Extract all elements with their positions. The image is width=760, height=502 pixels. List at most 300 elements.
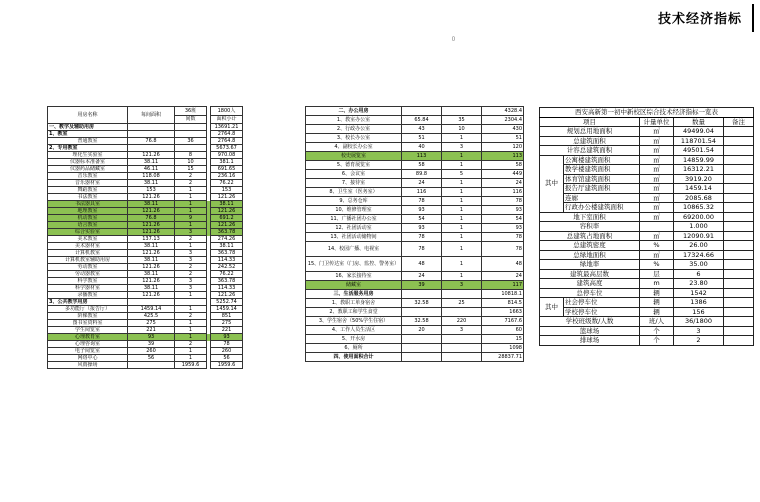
room-subtotal-cell: 1098 bbox=[482, 344, 524, 353]
group-label-cell: 其中 bbox=[540, 298, 564, 317]
room-area-cell: 76.8 bbox=[128, 215, 175, 222]
room-count-cell: 1959.6 bbox=[175, 362, 207, 369]
room-count-cell: 1 bbox=[442, 215, 482, 224]
indicator-item-cell: 总建筑占地面积 bbox=[540, 231, 640, 241]
table-row bbox=[48, 250, 273, 257]
room-subtotal-cell: 242.52 bbox=[211, 264, 243, 271]
table-row bbox=[48, 138, 273, 145]
room-subtotal-cell: 78 bbox=[482, 242, 524, 257]
table-row bbox=[48, 236, 273, 243]
room-count-cell: 5 bbox=[442, 170, 482, 179]
room-name-cell: 11、广播社团办公室 bbox=[306, 215, 402, 224]
room-area-cell: 118.08 bbox=[128, 173, 175, 180]
room-subtotal-cell: 10818.1 bbox=[482, 290, 524, 299]
room-area-cell: 121.26 bbox=[128, 250, 175, 257]
indicator-item-cell: 容积率 bbox=[540, 222, 640, 232]
indicator-qty-cell: 3 bbox=[674, 326, 724, 336]
indicator-item-cell: 公寓楼建筑面积 bbox=[564, 155, 640, 165]
room-area-cell: 24 bbox=[402, 272, 442, 281]
room-area-cell: 89.8 bbox=[402, 170, 442, 179]
indicator-qty-cell: 118701.54 bbox=[674, 136, 724, 146]
table-row bbox=[48, 362, 273, 369]
indicator-qty-cell: 36/1800 bbox=[674, 317, 724, 327]
table-row bbox=[48, 229, 273, 236]
room-name-cell: 3、校长办公室 bbox=[306, 134, 402, 143]
col-area-header: 每间面积 bbox=[128, 107, 175, 124]
col-note-header: 备注 bbox=[724, 117, 754, 127]
room-area-cell: 38.11 bbox=[128, 201, 175, 208]
room-count-cell: 1 bbox=[175, 194, 207, 201]
room-subtotal-cell: 260 bbox=[211, 348, 243, 355]
indicator-item-cell: 总建筑密度 bbox=[540, 241, 640, 251]
room-name-cell: 美术教室 bbox=[48, 236, 128, 243]
indicator-row bbox=[540, 146, 754, 156]
table-row bbox=[48, 124, 273, 131]
room-name-cell: 2、专用教室 bbox=[48, 145, 128, 152]
room-subtotal-cell: 363.78 bbox=[211, 250, 243, 257]
room-count-cell: 220 bbox=[442, 317, 482, 326]
room-subtotal-cell: 113 bbox=[482, 152, 524, 161]
indicator-note-cell bbox=[724, 269, 754, 279]
indicator-row bbox=[540, 203, 754, 213]
indicator-item-cell: 学校班级数/人数 bbox=[540, 317, 640, 327]
room-count-cell: 1 bbox=[442, 224, 482, 233]
room-count-cell: 1 bbox=[175, 306, 207, 313]
room-area-cell: 46.11 bbox=[128, 166, 175, 173]
col-name-header: 用房名称 bbox=[48, 107, 128, 124]
table-row bbox=[48, 159, 273, 166]
table-row bbox=[48, 348, 273, 355]
room-area-cell: 56 bbox=[128, 355, 175, 362]
room-subtotal-cell: 691.65 bbox=[211, 166, 243, 173]
room-area-cell: 121.26 bbox=[128, 278, 175, 285]
room-name-cell: 仪器标本准备室 bbox=[48, 159, 128, 166]
room-count-cell: 2 bbox=[175, 173, 207, 180]
room-count-cell: 2 bbox=[175, 180, 207, 187]
room-name-cell: 1、教室 bbox=[48, 131, 128, 138]
indicator-note-cell bbox=[724, 127, 754, 137]
room-subtotal-cell: 236.16 bbox=[211, 173, 243, 180]
indicator-unit-cell: 辆 bbox=[640, 298, 674, 308]
room-subtotal-cell: 7167.6 bbox=[482, 317, 524, 326]
room-count-cell: 1 bbox=[175, 243, 207, 250]
room-name-cell: 多功能厅（报告厅） bbox=[48, 306, 128, 313]
room-area-cell bbox=[402, 335, 442, 344]
room-count-cell: 1 bbox=[442, 179, 482, 188]
room-area-cell: 54 bbox=[402, 215, 442, 224]
room-area-cell: 93 bbox=[128, 334, 175, 341]
room-area-cell: 93 bbox=[402, 224, 442, 233]
room-count-cell: 1 bbox=[175, 201, 207, 208]
room-name-cell: 地理教室 bbox=[48, 208, 128, 215]
room-subtotal-cell: 58 bbox=[482, 161, 524, 170]
room-area-cell: 1459.14 bbox=[128, 306, 175, 313]
indicator-row bbox=[540, 241, 754, 251]
room-name-cell: 1、教职工单身宿舍 bbox=[306, 299, 402, 308]
room-name-cell: 网络中心 bbox=[48, 355, 128, 362]
room-count-cell bbox=[442, 344, 482, 353]
table-row bbox=[306, 353, 524, 362]
room-count-cell: 1 bbox=[175, 348, 207, 355]
room-count-cell: 1 bbox=[175, 334, 207, 341]
room-name-cell: 书法器具室 bbox=[48, 201, 128, 208]
room-count-cell bbox=[442, 290, 482, 299]
room-count-cell: 2 bbox=[175, 313, 207, 320]
room-subtotal-cell: 1663 bbox=[482, 308, 524, 317]
table-row bbox=[48, 341, 273, 348]
indicator-unit-cell: 辆 bbox=[640, 288, 674, 298]
room-name-cell: 一、教学及辅助用房 bbox=[48, 124, 128, 131]
page-title: 技术经济指标 bbox=[657, 12, 742, 27]
col-subtotal-header: 面积小计 bbox=[211, 115, 243, 124]
indicator-unit-cell: ㎡ bbox=[640, 212, 674, 222]
indicator-qty-cell: 1386 bbox=[674, 298, 724, 308]
indicator-item-cell: 地下室面积 bbox=[540, 212, 640, 222]
indicator-row bbox=[540, 269, 754, 279]
indicator-qty-cell: 26.00 bbox=[674, 241, 724, 251]
room-area-cell: 153 bbox=[128, 187, 175, 194]
table-row bbox=[306, 290, 524, 299]
room-count-cell: 3 bbox=[175, 229, 207, 236]
room-area-cell: 260 bbox=[128, 348, 175, 355]
room-count-cell: 1 bbox=[442, 134, 482, 143]
table-row bbox=[306, 134, 524, 143]
room-subtotal-cell: 38.11 bbox=[211, 243, 243, 250]
indicator-item-cell: 建筑高度 bbox=[540, 279, 640, 289]
teaching-rooms-table bbox=[47, 106, 273, 369]
room-name-cell: 语言教室 bbox=[48, 222, 128, 229]
room-name-cell: 风雨操场 bbox=[48, 362, 128, 369]
room-name-cell: 计算机教室辅助用房 bbox=[48, 257, 128, 264]
table-row bbox=[306, 116, 524, 125]
room-subtotal-cell: 851 bbox=[211, 313, 243, 320]
indicator-row bbox=[540, 136, 754, 146]
room-subtotal-cell: 76.22 bbox=[211, 180, 243, 187]
room-subtotal-cell: 51 bbox=[482, 134, 524, 143]
room-name-cell: 舞蹈教室 bbox=[48, 187, 128, 194]
room-count-cell: 1 bbox=[442, 242, 482, 257]
indicator-item-cell: 总建筑面积 bbox=[540, 136, 640, 146]
room-subtotal-cell: 363.78 bbox=[211, 229, 243, 236]
indicator-unit-cell: 层 bbox=[640, 269, 674, 279]
room-subtotal-cell: 2764.8 bbox=[211, 131, 243, 138]
room-name-cell: 书法教室 bbox=[48, 194, 128, 201]
room-count-cell bbox=[175, 131, 207, 138]
room-area-cell: 121.26 bbox=[128, 292, 175, 299]
room-subtotal-cell: 363.78 bbox=[211, 278, 243, 285]
indicator-qty-cell: 1542 bbox=[674, 288, 724, 298]
room-subtotal-cell: 15 bbox=[482, 335, 524, 344]
room-name-cell: 14、校园广播、电视室 bbox=[306, 242, 402, 257]
room-subtotal-cell: 121.26 bbox=[211, 292, 243, 299]
indicator-unit-cell: ㎡ bbox=[640, 127, 674, 137]
table-row bbox=[48, 166, 273, 173]
room-count-cell bbox=[175, 124, 207, 131]
room-count-cell: 2 bbox=[175, 341, 207, 348]
indicator-unit-cell: ㎡ bbox=[640, 146, 674, 156]
table-row bbox=[48, 320, 273, 327]
room-area-cell bbox=[402, 290, 442, 299]
room-count-cell: 3 bbox=[175, 250, 207, 257]
indicator-unit-cell: ㎡ bbox=[640, 193, 674, 203]
room-area-cell: 76.8 bbox=[128, 138, 175, 145]
indicator-row bbox=[540, 260, 754, 270]
table-row bbox=[48, 327, 273, 334]
room-name-cell: 4、工作人员生活区 bbox=[306, 326, 402, 335]
room-subtotal-cell: 2764.8 bbox=[211, 138, 243, 145]
indicator-note-cell bbox=[724, 212, 754, 222]
room-count-cell: 10 bbox=[442, 125, 482, 134]
room-subtotal-cell: 449 bbox=[482, 170, 524, 179]
room-area-cell: 38.11 bbox=[128, 243, 175, 250]
room-area-cell: 221 bbox=[128, 327, 175, 334]
indicator-item-cell: 报告厅建筑面积 bbox=[564, 184, 640, 194]
table-row bbox=[306, 179, 524, 188]
room-subtotal-cell: 54 bbox=[482, 215, 524, 224]
economic-indicator-table bbox=[539, 107, 754, 346]
room-area-cell: 38.11 bbox=[128, 159, 175, 166]
room-area-cell: 24 bbox=[402, 179, 442, 188]
room-name-cell: 综合实验室 bbox=[48, 229, 128, 236]
room-count-cell bbox=[175, 145, 207, 152]
room-area-cell: 38.11 bbox=[128, 180, 175, 187]
room-area-cell: 113 bbox=[402, 152, 442, 161]
table-row bbox=[48, 145, 273, 152]
room-name-cell: 心理教育室 bbox=[48, 334, 128, 341]
indicator-unit-cell: 辆 bbox=[640, 307, 674, 317]
table-row bbox=[48, 222, 273, 229]
room-name-cell: 9、总务仓库 bbox=[306, 197, 402, 206]
room-subtotal-cell: 121.26 bbox=[211, 208, 243, 215]
table-row bbox=[306, 143, 524, 152]
room-subtotal-cell: 275 bbox=[211, 320, 243, 327]
room-area-cell bbox=[402, 308, 442, 317]
indicator-note-cell bbox=[724, 241, 754, 251]
room-count-cell: 1 bbox=[175, 222, 207, 229]
table-row bbox=[48, 194, 273, 201]
indicator-unit-cell: % bbox=[640, 260, 674, 270]
room-name-cell: 6、会议室 bbox=[306, 170, 402, 179]
office-living-rooms-table bbox=[305, 106, 524, 362]
room-area-cell: 48 bbox=[402, 257, 442, 272]
room-area-cell: 39 bbox=[128, 341, 175, 348]
room-name-cell: 7、接待室 bbox=[306, 179, 402, 188]
room-subtotal-cell: 153 bbox=[211, 187, 243, 194]
room-count-cell: 1 bbox=[442, 197, 482, 206]
indicator-unit-cell: ㎡ bbox=[640, 184, 674, 194]
indicator-row bbox=[540, 279, 754, 289]
room-subtotal-cell: 93 bbox=[482, 206, 524, 215]
room-count-cell: 3 bbox=[442, 281, 482, 290]
room-name-cell: 8、卫生室（医务室） bbox=[306, 188, 402, 197]
room-area-cell: 121.26 bbox=[128, 194, 175, 201]
room-subtotal-cell: 2304.4 bbox=[482, 116, 524, 125]
room-count-cell: 3 bbox=[175, 257, 207, 264]
table-row bbox=[48, 355, 273, 362]
col-students-header: 1800人 bbox=[211, 107, 243, 116]
indicator-unit-cell: 个 bbox=[640, 336, 674, 346]
indicator-qty-cell: 1.000 bbox=[674, 222, 724, 232]
table-row bbox=[306, 344, 524, 353]
table-row bbox=[48, 215, 273, 222]
room-name-cell: 科学教室 bbox=[48, 278, 128, 285]
table-row bbox=[48, 201, 273, 208]
indicator-qty-cell: 2 bbox=[674, 336, 724, 346]
indicator-note-cell bbox=[724, 288, 754, 298]
indicator-qty-cell: 3919.20 bbox=[674, 174, 724, 184]
room-name-cell: 15、门卫传达室（门房、监控、警务室） bbox=[306, 257, 402, 272]
room-name-cell: 图书室资料室 bbox=[48, 320, 128, 327]
room-name-cell: 心理咨询室 bbox=[48, 341, 128, 348]
room-subtotal-cell: 38.11 bbox=[211, 201, 243, 208]
room-count-cell: 1 bbox=[175, 320, 207, 327]
indicator-item-cell: 学校停车位 bbox=[564, 307, 640, 317]
room-count-cell: 1 bbox=[442, 272, 482, 281]
room-area-cell: 425.5 bbox=[128, 313, 175, 320]
indicator-unit-cell: % bbox=[640, 241, 674, 251]
indicator-unit-cell: ㎡ bbox=[640, 250, 674, 260]
room-name-cell: 2、教职工和学生食堂 bbox=[306, 308, 402, 317]
table-row bbox=[48, 173, 273, 180]
indicator-note-cell bbox=[724, 326, 754, 336]
table-header bbox=[48, 107, 273, 116]
room-name-cell: 二、办公用房 bbox=[306, 107, 402, 116]
indicator-row bbox=[540, 212, 754, 222]
room-count-cell: 3 bbox=[442, 143, 482, 152]
room-subtotal-cell: 814.5 bbox=[482, 299, 524, 308]
indicator-row bbox=[540, 127, 754, 137]
room-name-cell: 仪器药品储藏室 bbox=[48, 166, 128, 173]
room-area-cell: 121.26 bbox=[128, 264, 175, 271]
table-row bbox=[306, 224, 524, 233]
room-name-cell: 四、使用面积合计 bbox=[306, 353, 402, 362]
room-subtotal-cell: 93 bbox=[211, 334, 243, 341]
indicator-qty-cell: 23.80 bbox=[674, 279, 724, 289]
table-row bbox=[306, 206, 524, 215]
table-row bbox=[306, 308, 524, 317]
room-count-cell: 2 bbox=[175, 264, 207, 271]
table-row bbox=[48, 180, 273, 187]
room-subtotal-cell: 274.26 bbox=[211, 236, 243, 243]
table-caption: 西安高新第一初中新校区综合技术经济指标一览表 bbox=[540, 108, 754, 118]
room-count-cell: 10 bbox=[175, 159, 207, 166]
room-count-cell: 1 bbox=[175, 208, 207, 215]
room-subtotal-cell: 121.26 bbox=[211, 222, 243, 229]
room-area-cell: 51 bbox=[402, 134, 442, 143]
indicator-item-cell: 社会停车位 bbox=[564, 298, 640, 308]
indicator-item-cell: 建筑最高层数 bbox=[540, 269, 640, 279]
table-row bbox=[306, 170, 524, 179]
room-subtotal-cell: 117 bbox=[482, 281, 524, 290]
indicator-qty-cell: 16312.21 bbox=[674, 165, 724, 175]
table-row bbox=[48, 264, 273, 271]
col-qty-header: 数量 bbox=[674, 117, 724, 127]
room-subtotal-cell: 76.22 bbox=[211, 271, 243, 278]
room-subtotal-cell: 381.1 bbox=[211, 159, 243, 166]
room-count-cell: 1 bbox=[175, 327, 207, 334]
indicator-unit-cell: 个 bbox=[640, 326, 674, 336]
table-row bbox=[306, 125, 524, 134]
room-subtotal-cell: 5673.67 bbox=[211, 145, 243, 152]
indicator-note-cell bbox=[724, 136, 754, 146]
room-count-cell: 1 bbox=[175, 355, 207, 362]
room-area-cell: 39 bbox=[402, 281, 442, 290]
indicator-row bbox=[540, 155, 754, 165]
table-row bbox=[306, 242, 524, 257]
indicator-item-cell: 教学楼建筑面积 bbox=[564, 165, 640, 175]
indicator-row bbox=[540, 184, 754, 194]
room-area-cell bbox=[128, 124, 175, 131]
indicator-note-cell bbox=[724, 250, 754, 260]
room-name-cell: 10、维修管理室 bbox=[306, 206, 402, 215]
room-name-cell: 三、生活服务用房 bbox=[306, 290, 402, 299]
indicator-qty-cell: 1459.14 bbox=[674, 184, 724, 194]
room-name-cell: 机动教室 bbox=[48, 215, 128, 222]
room-area-cell: 20 bbox=[402, 326, 442, 335]
indicator-qty-cell: 12090.91 bbox=[674, 231, 724, 241]
room-area-cell bbox=[128, 362, 175, 369]
room-area-cell: 275 bbox=[128, 320, 175, 327]
table-row bbox=[48, 285, 273, 292]
indicator-row bbox=[540, 336, 754, 346]
room-name-cell: 校史展览室 bbox=[306, 152, 402, 161]
room-area-cell: 32.58 bbox=[402, 317, 442, 326]
room-name-cell: 理化生实验室 bbox=[48, 152, 128, 159]
room-subtotal-cell: 970.08 bbox=[211, 152, 243, 159]
room-area-cell: 121.26 bbox=[128, 222, 175, 229]
room-subtotal-cell: 24 bbox=[482, 179, 524, 188]
room-subtotal-cell: 24 bbox=[482, 272, 524, 281]
room-name-cell: 计算机教室 bbox=[48, 250, 128, 257]
room-name-cell: 13、社团活动储物间 bbox=[306, 233, 402, 242]
room-name-cell: 美术器材室 bbox=[48, 243, 128, 250]
room-area-cell: 121.26 bbox=[128, 208, 175, 215]
indicator-row bbox=[540, 317, 754, 327]
indicator-item-cell: 排球场 bbox=[540, 336, 640, 346]
table-row bbox=[306, 317, 524, 326]
room-subtotal-cell: 1959.6 bbox=[211, 362, 243, 369]
room-count-cell bbox=[442, 335, 482, 344]
room-count-cell: 1 bbox=[175, 292, 207, 299]
room-name-cell: 12、社团活动室 bbox=[306, 224, 402, 233]
room-subtotal-cell: 1459.14 bbox=[211, 306, 243, 313]
room-name-cell: 阶梯教室 bbox=[48, 313, 128, 320]
indicator-note-cell bbox=[724, 336, 754, 346]
col-rooms-header: 间数 bbox=[175, 115, 207, 124]
room-name-cell: 学生阅览室 bbox=[48, 327, 128, 334]
indicator-unit-cell: ㎡ bbox=[640, 165, 674, 175]
indicator-item-cell: 篮球场 bbox=[540, 326, 640, 336]
col-unit-header: 计量单位 bbox=[640, 117, 674, 127]
col-item-header: 项目 bbox=[540, 117, 640, 127]
table-caption-row bbox=[540, 108, 754, 118]
room-name-cell: 录播教室 bbox=[48, 292, 128, 299]
table-row bbox=[306, 257, 524, 272]
indicator-note-cell bbox=[724, 184, 754, 194]
page-marker: ▯ bbox=[452, 36, 455, 42]
indicator-row bbox=[540, 307, 754, 317]
indicator-note-cell bbox=[724, 307, 754, 317]
room-subtotal-cell: 120 bbox=[482, 143, 524, 152]
room-name-cell: 4、副校长办公室 bbox=[306, 143, 402, 152]
indicator-note-cell bbox=[724, 146, 754, 156]
indicator-row bbox=[540, 193, 754, 203]
room-area-cell: 116 bbox=[402, 188, 442, 197]
table-row bbox=[306, 272, 524, 281]
room-count-cell: 2 bbox=[175, 271, 207, 278]
room-area-cell: 32.58 bbox=[402, 299, 442, 308]
indicator-row bbox=[540, 288, 754, 298]
